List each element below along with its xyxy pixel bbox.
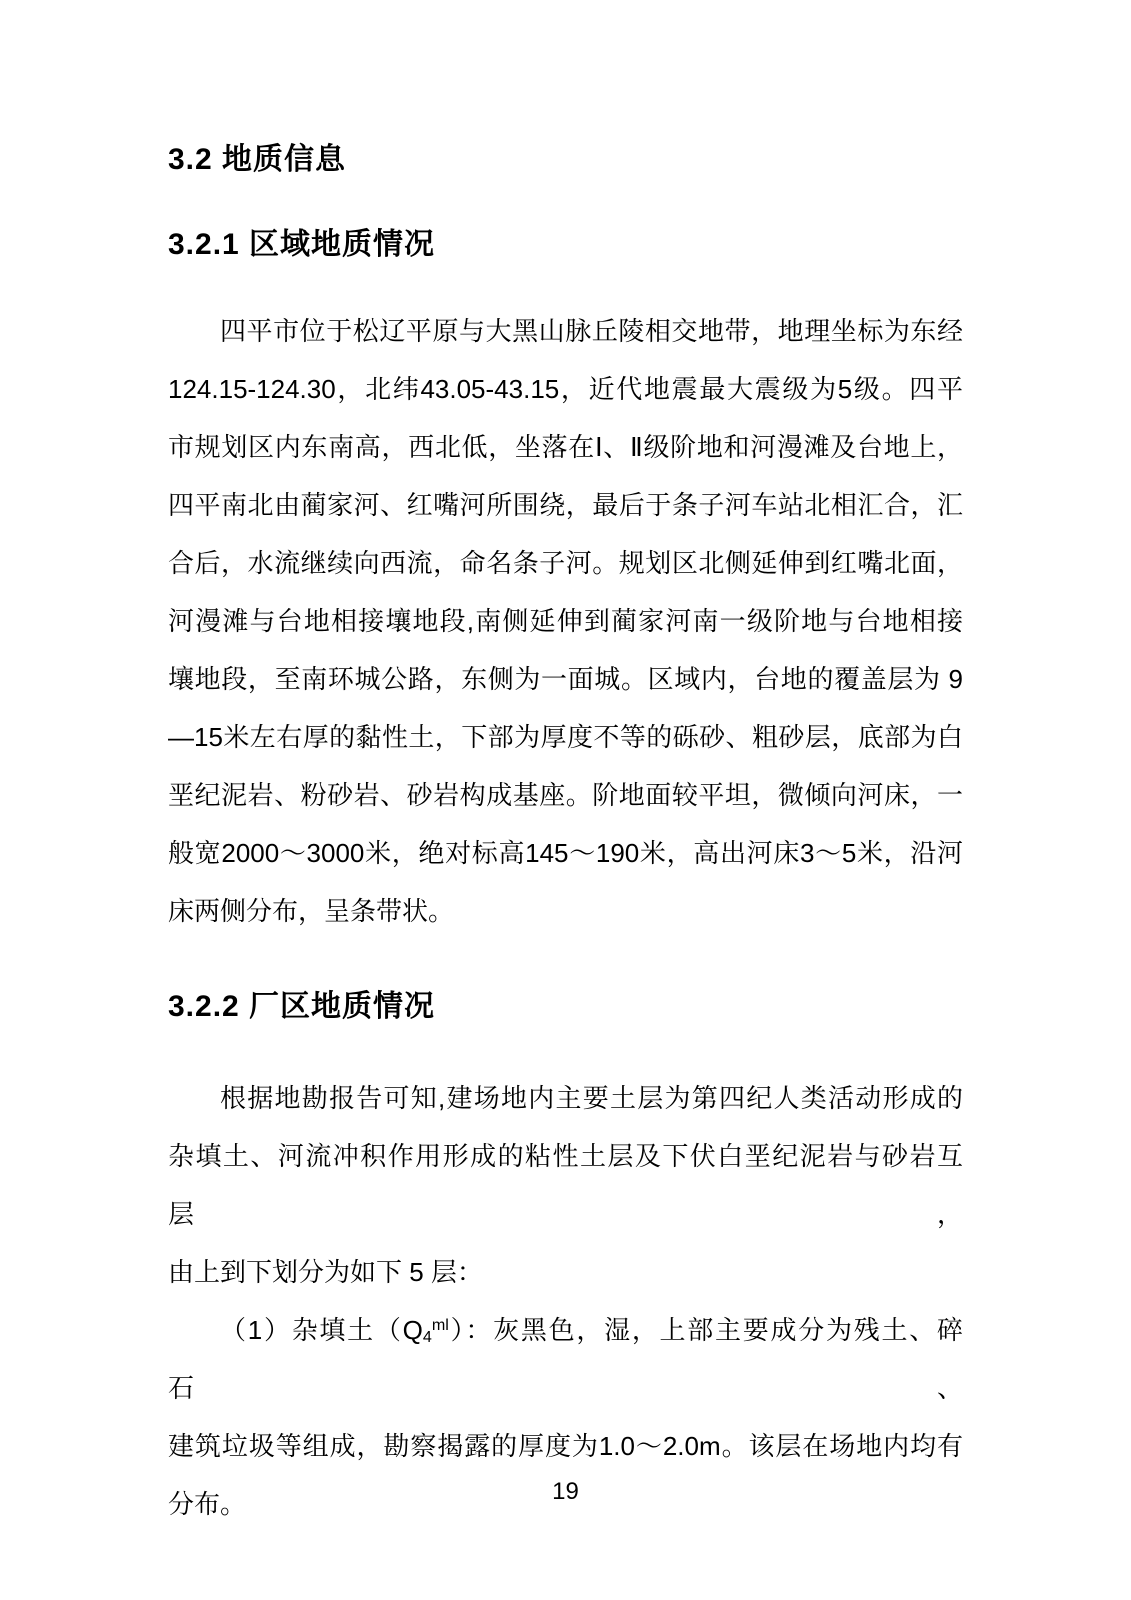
paragraph-regional-geology (168, 302, 963, 940)
paragraph-line: 床两侧分布，呈条带状。 (168, 896, 455, 926)
geology-symbol (403, 1315, 449, 1345)
geology-symbol-subscript: 4 (422, 1327, 432, 1346)
section-heading-3-2: 3.2 地质信息 (168, 143, 347, 176)
paragraph-line: 由上到下划分为如下 5 层： (168, 1257, 483, 1287)
paragraph-line: 市规划区内东南高，西北低，坐落在Ⅰ、Ⅱ级阶地和河漫滩及台地上， (168, 432, 963, 462)
layer-text-post: ）：灰黑色，湿，上部主要成分为残土、碎 石、 (168, 1315, 963, 1403)
section-heading-3-2-2: 3.2.2 厂区地质情况 (168, 990, 436, 1023)
layer-text-pre: （1）杂填土（ (220, 1315, 403, 1345)
paragraph-line: 壤地段，至南环城公路，东侧为一面城。区域内，台地的覆盖层为 9 (168, 664, 963, 694)
page-number: 19 (552, 1478, 579, 1505)
geology-symbol-base: Q (402, 1315, 423, 1345)
paragraph-line: 四平南北由蔺家河、红嘴河所围绕，最后于条子河车站北相汇合，汇 (168, 490, 963, 520)
paragraph-line: 124.15-124.30，北纬43.05-43.15，近代地震最大震级为5级。四平 (168, 374, 963, 404)
paragraph-line: 分布。 (168, 1489, 247, 1519)
paragraph-line: 根据地勘报告可知,建场地内主要土层为第四纪人类活动形成的 (220, 1083, 963, 1113)
paragraph-line: 杂填土、河流冲积作用形成的粘性土层及下伏白垩纪泥岩与砂岩互层， (168, 1141, 963, 1229)
paragraph-line: 般宽2000～3000米，绝对标高145～190米，高出河床3～5米，沿河 (168, 838, 963, 868)
paragraph-line: 建筑垃圾等组成，勘察揭露的厚度为1.0～2.0m。该层在场地内均有 (168, 1431, 963, 1461)
paragraph-line: 垩纪泥岩、粉砂岩、砂岩构成基座。阶地面较平坦，微倾向河床，一 (168, 780, 963, 810)
section-heading-3-2-1: 3.2.1 区域地质情况 (168, 228, 436, 261)
paragraph-line: 四平市位于松辽平原与大黑山脉丘陵相交地带，地理坐标为东经 (220, 316, 963, 346)
paragraph-line: 河漫滩与台地相接壤地段,南侧延伸到蔺家河南一级阶地与台地相接 (168, 606, 963, 636)
paragraph-site-geology (168, 1069, 963, 1301)
paragraph-line (168, 1301, 963, 1417)
paragraph-line: —15米左右厚的黏性土，下部为厚度不等的砾砂、粗砂层，底部为白 (168, 722, 963, 752)
paragraph-line: 合后，水流继续向西流，命名条子河。规划区北侧延伸到红嘴北面， (168, 548, 963, 578)
geology-symbol-superscript: ml (431, 1316, 449, 1335)
